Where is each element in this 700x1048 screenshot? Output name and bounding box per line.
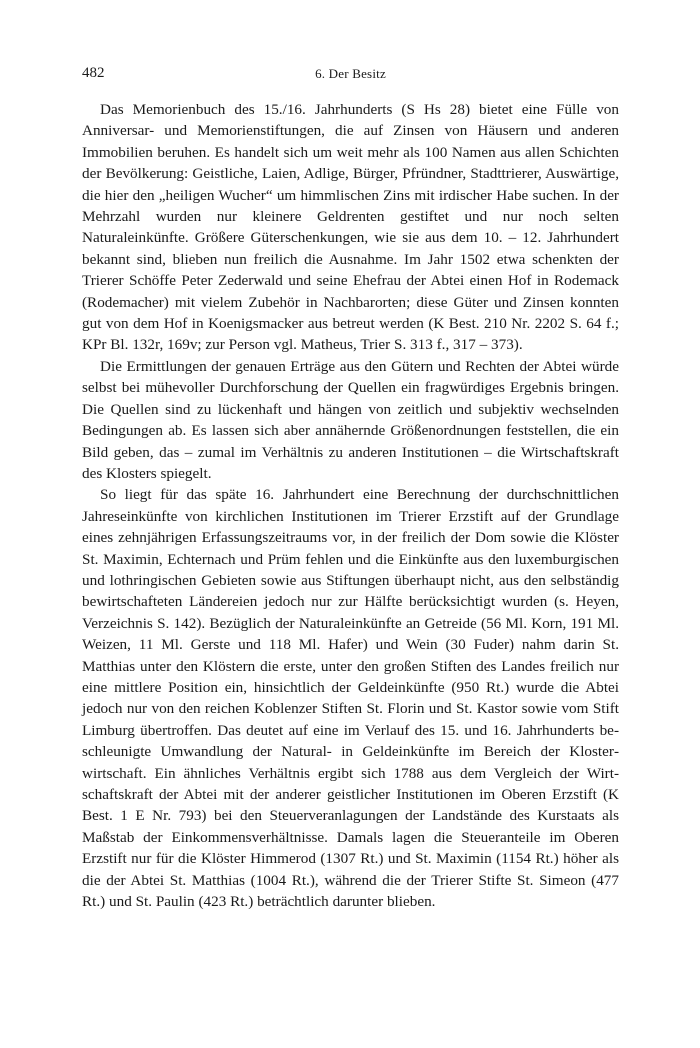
paragraph-memorienbuch: Das Memorienbuch des 15./16. Jahrhunderts (S Hs 28) bietet eine Fülle von Anniversar- und Memorienstiftungen, die auf Zinsen von Häusern und anderen Immobilien beruhen. Es handelt sich um weit mehr als 100 Namen aus allen Schichten der Bevölkerung: Geistliche, Laien, Adlige, Bürger, Pfründner, Stadttrierer, Auswärtige, die hier den „heiligen Wucher“ um himmlischen Zins mit irdischer Habe suchen. In der Mehrzahl wurden nur kleinere Geldrenten gestiftet und nur noch selten Naturaleinkünfte. Größere Güterschenkungen, wie sie aus dem 10. – 12. Jahrhundert bekannt sind, blieben nun freilich die Ausnahme. Im Jahr 1502 etwa schenkten der Trierer Schöffe Peter Zederwald und seine Ehefrau der Abtei einen Hof in Rodemack (Rodemacher) mit vielem Zubehör in Nachbarorten; diese Güter und Zinsen konnten gut von dem Hof in Koenigsmacker aus betreut werden (K Best. 210 Nr. 2202 S. 64 f.; KPr Bl. 132r, 169v; zur Person vgl. Matheus, Trier S. 313 f., 317 – 373).	[82, 101, 619, 354]
paragraph-ertraege: Die Ermittlungen der genauen Erträge aus den Gütern und Rechten der Abtei würde selbst bei mühevoller Durchforschung der Quellen ein fragwürdiges Ergebnis bringen. Die Quellen sind zu lückenhaft und hängen von zeitlich und subjektiv wechselnden Bedingungen ab. Es lassen sich aber annähernde Größenordnungen feststellen, die ein Bild geben, das – zumal im Verhältnis zu anderen Institutionen – die Wirtschaftskraft des Klosters spiegelt.	[82, 357, 619, 482]
running-head	[82, 60, 619, 84]
chapter-title: 6. Der Besitz	[315, 66, 386, 81]
body-text	[82, 99, 619, 912]
paragraph-jahreseinkuenfte: So liegt für das späte 16. Jahrhundert eine Berechnung der durchschnittlichen Jahreseinkünfte von kirchlichen Institutionen im Trierer Erzstift auf der Grundlage eines zehnjährigen Erfassungszeitraums vor, in der freilich der Dom sowie die Klöster St. Maximin, Echternach und Prüm fehlen und die Einkünfte aus den luxemburgischen und lothringischen Gebieten sowie aus Stiftungen überhaupt nicht, aus den selbständig bewirtschafteten Ländereien jedoch nur zur Hälfte berücksichtigt wurden (s. Heyen, Verzeichnis S. 142). Bezüglich der Naturaleinkünfte an Getreide (56 Ml. Korn, 191 Ml. Weizen, 11 Ml. Gerste und 118 Ml. Hafer) und Wein (30 Fuder) nahm darin St. Matthias unter den Klöstern die erste, unter den großen Stiften des Landes freilich nur eine mittlere Position ein, hinsichtlich der Geldeinkünfte (950 Rt.) wurde die Abtei jedoch nur von den reichen Koblenzer Stiften St. Florin und St. Kastor sowie vom Stift Limburg übertroffen. Das deutet auf eine im Verlauf des 15. und 16. Jahrhunderts beschleunigte Umwandlung der Natural- in Geldeinkünfte im Bereich der Klosterwirtschaft. Ein ähnliches Verhältnis ergibt sich 1788 aus dem Vergleich der Wirtschaftskraft der Abtei mit der anderer geistlicher Institutionen im Oberen Erzstift (K Best. 1 E Nr. 793) bei den Steuerveranlagungen der Landstände des Kurstaats als Maßstab der Einkommensverhältnisse. Damals lagen die Steueranteile im Oberen Erzstift nur für die Klöster Himmerod (1307 Rt.) und St. Maximin (1154 Rt.) höher als die der Abtei St. Matthias (1004 Rt.), während die der Trierer Stifte St. Simeon (477 Rt.) und St. Paulin (423 Rt.) beträchtlich darunter blieben.	[82, 486, 619, 911]
book-page	[82, 60, 619, 912]
page-number: 482	[82, 65, 105, 81]
